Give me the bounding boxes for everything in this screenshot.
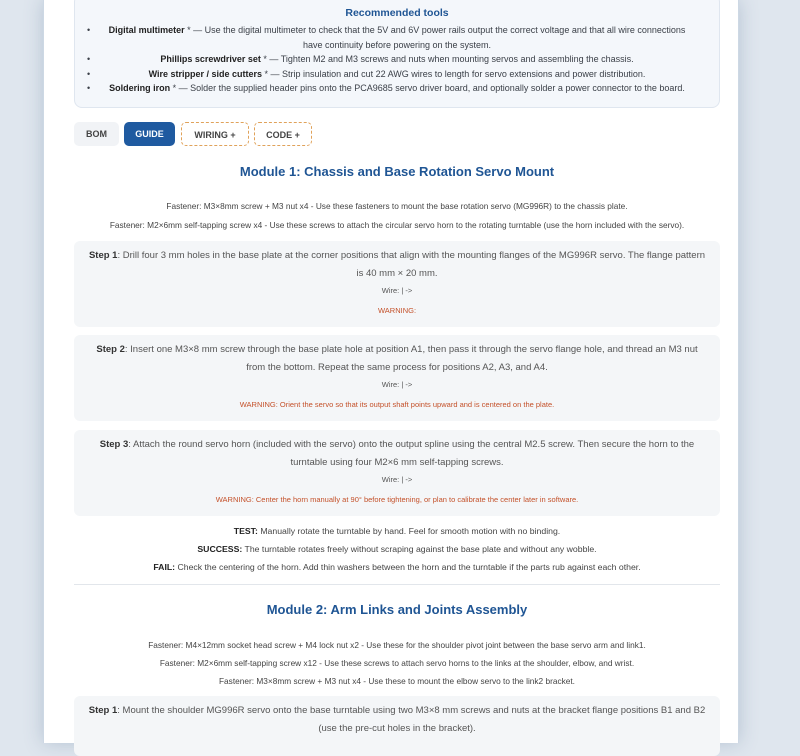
tools-title: Recommended tools bbox=[345, 7, 449, 19]
step-description: : Mount the shoulder MG996R servo onto the base turntable using two M3×8 mm screws and nuts at the bracket flange positions B1 and B2 (use the pre-cut holes in the bracket). bbox=[117, 705, 706, 734]
tool-desc: * — Solder the supplied header pins onto the PCA9685 servo driver board, and optionally solder a power connector to the board. bbox=[170, 83, 685, 93]
tool-item-screwdriver bbox=[75, 52, 719, 67]
fastener-line: Fastener: M2×6mm self-tapping screw x12 - Use these screws to attach servo horns to the links at the shoulder, elbow, and wrist. bbox=[159, 658, 635, 668]
fail-line bbox=[74, 562, 720, 572]
success-label: SUCCESS: bbox=[197, 544, 243, 554]
step-warning: WARNING: Orient the servo so that its output shaft points upward and is centered on the plate. bbox=[239, 400, 555, 409]
tool-name: Wire stripper / side cutters bbox=[148, 68, 263, 79]
step-text bbox=[86, 247, 708, 283]
test-label: TEST: bbox=[233, 526, 258, 536]
module-divider bbox=[74, 584, 720, 585]
content-panel bbox=[43, 0, 739, 743]
step-wire: Wire: | -> bbox=[381, 380, 413, 389]
fail-text: Check the centering of the horn. Add thin washers between the horn and the turntable if the parts rub against each other. bbox=[175, 562, 641, 572]
step-text bbox=[86, 436, 708, 472]
step-wire: Wire: | -> bbox=[381, 286, 413, 295]
step-label: Step 1 bbox=[88, 250, 118, 261]
step-card bbox=[74, 241, 720, 327]
tool-name: Soldering iron bbox=[109, 83, 171, 93]
fastener-line: Fastener: M2×6mm self-tapping screw x4 - Use these screws to attach the circular servo horn to the rotating turntable (use the horn included with the servo). bbox=[109, 220, 685, 230]
success-text: The turntable rotates freely without scraping against the base plate and without any wobble. bbox=[242, 544, 597, 554]
bullet-icon: • bbox=[87, 68, 91, 79]
tool-item-soldering-iron bbox=[75, 81, 719, 96]
step-label: Step 3 bbox=[99, 439, 129, 450]
tab-code[interactable]: CODE + bbox=[254, 122, 312, 146]
step-label: Step 1 bbox=[88, 705, 118, 716]
step-warning: WARNING: bbox=[377, 306, 417, 315]
module-2-title: Module 2: Arm Links and Joints Assembly bbox=[266, 602, 528, 617]
step-description: : Attach the round servo horn (included with the servo) onto the output spline using the central M2.5 screw. Then secure the horn to the turntable using four M2×6 mm self-tapping screws. bbox=[128, 439, 695, 468]
step-text bbox=[86, 702, 708, 738]
bullet-icon: • bbox=[87, 25, 91, 35]
step-card bbox=[74, 430, 720, 516]
step-text bbox=[86, 341, 708, 377]
tool-name: Phillips screwdriver set bbox=[160, 54, 261, 64]
tool-item-multimeter bbox=[75, 23, 719, 52]
step-card bbox=[74, 696, 720, 756]
step-description: : Insert one M3×8 mm screw through the base plate hole at position A1, then pass it through the servo flange hole, and thread an M3 nut from the bottom. Repeat the same process for positions A2, A3, and A4. bbox=[124, 344, 698, 373]
step-label: Step 2 bbox=[96, 344, 125, 355]
fail-label: FAIL: bbox=[153, 562, 176, 572]
recommended-tools-box bbox=[74, 0, 720, 108]
fastener-line: Fastener: M3×8mm screw + M3 nut x4 - Use these fasteners to mount the base rotation servo (MG996R) to the chassis plate. bbox=[166, 201, 628, 211]
step-warning: WARNING: Center the horn manually at 90° before tightening, or plan to calibrate the center later in software. bbox=[215, 495, 579, 504]
tab-bom[interactable]: BOM bbox=[74, 122, 119, 146]
step-card bbox=[74, 335, 720, 421]
tool-item-wire-stripper bbox=[75, 67, 719, 82]
success-line bbox=[74, 544, 720, 554]
tools-list bbox=[75, 23, 719, 96]
test-text: Manually rotate the turntable by hand. Feel for smooth motion with no binding. bbox=[257, 526, 561, 536]
tool-desc: * — Tighten M2 and M3 screws and nuts when mounting servos and assembling the chassis. bbox=[260, 54, 634, 64]
tool-desc: * — Strip insulation and cut 22 AWG wires to length for servo extensions and power distribution. bbox=[262, 68, 646, 79]
bullet-icon: • bbox=[87, 83, 91, 93]
fastener-line: Fastener: M3×8mm screw + M3 nut x4 - Use these to mount the elbow servo to the link2 bracket. bbox=[218, 676, 575, 686]
tool-name: Digital multimeter bbox=[108, 25, 185, 35]
tab-guide[interactable]: GUIDE bbox=[124, 122, 175, 146]
fastener-line: Fastener: M4×12mm socket head screw + M4 lock nut x2 - Use these for the shoulder pivot joint between the base servo arm and link1. bbox=[148, 640, 646, 650]
tool-desc: * — Use the digital multimeter to check that the 5V and 6V power rails output the correct voltage and that all wire connections have continuity before powering on the system. bbox=[184, 25, 686, 50]
module-1-title: Module 1: Chassis and Base Rotation Servo Mount bbox=[239, 164, 555, 179]
step-description: : Drill four 3 mm holes in the base plate at the corner positions that align with the mounting flanges of the MG996R servo. The flange pattern is 40 mm × 20 mm. bbox=[117, 250, 706, 279]
test-line bbox=[74, 526, 720, 536]
bullet-icon: • bbox=[87, 54, 91, 64]
tab-wiring[interactable]: WIRING + bbox=[181, 122, 249, 146]
step-wire: Wire: | -> bbox=[381, 475, 413, 484]
